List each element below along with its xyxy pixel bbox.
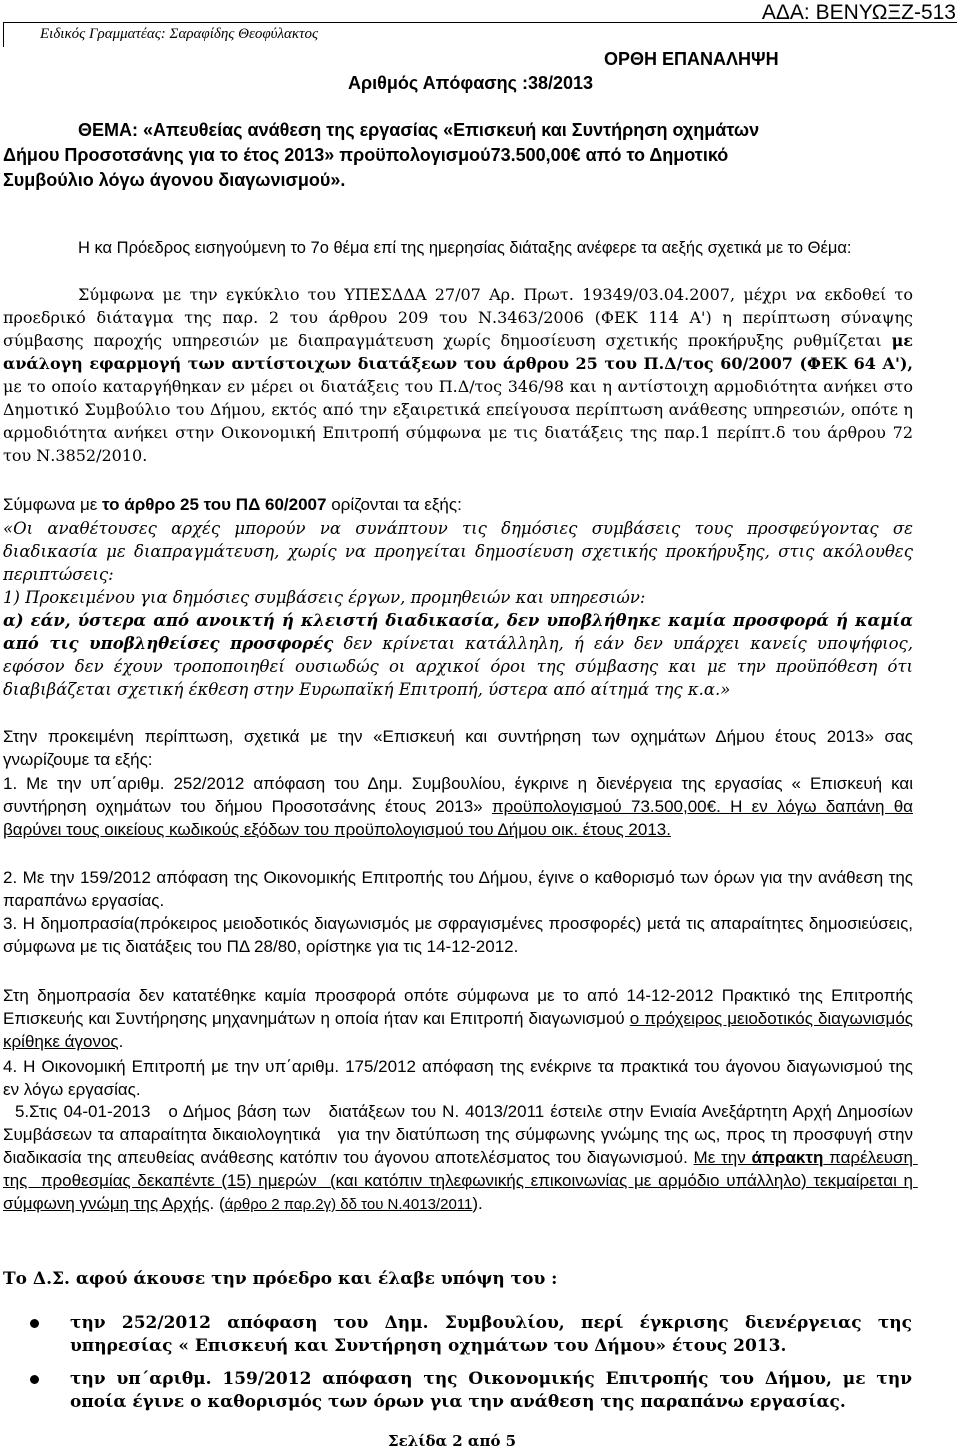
intro-paragraph: Η κα Πρόεδρος εισηγούμενη το 7ο θέμα επί της ημερησίας διάταξης ανέφερε τα αεξής σχετικά με το Θέμα:: [78, 239, 852, 257]
item-5-text: 5.Στις 04-01-2013 ο Δήμος βάση των διατάξεων του Ν. 4013/2011 έστειλε στην Ενιαία Ανεξάρτητη Αρχή Δημοσίων Συμβάσεων τα απαραίτητα δικαιολογητικά για την διατύπωση της σύμφωνης γνώμης της ως, προς τη προσφυγή στην διαδικασία της απευθείας ανάθεσης κατόπιν του άγονου αποτελέσματος του διαγωνισμού.: [3, 1102, 918, 1167]
item-1: [3, 772, 913, 841]
circular-text-a: Σύμφωνα με την εγκύκλιο του ΥΠΕΣΔΔΑ 27/07 Αρ. Πρωτ. 19349/03.04.2007, μέχρι να εκδοθεί το προεδρικό διάταγμα της παρ. 2 του άρθρου 209 του Ν.3463/2006 (ΦΕΚ 114 Α') η περίπτωση σύναψης σύμβασης παροχής υπηρεσιών με διαπραγμάτευση χωρίς δημοσίευση σχετικής προκήρυξης ρυθμίζεται: [3, 285, 913, 350]
secretary-name: Ειδικός Γραμματέας: Σαραφίδης Θεοφύλακτος: [40, 26, 319, 42]
item-3: 3. Η δημοπρασία(πρόκειρος μειοδοτικός διαγωνισμός με σφραγισμένες προσφορές) μετά τις απαραίτητες δημοσιεύσεις, σύμφωνα με τις διατάξεις του ΠΔ 28/80, ορίστηκε για τις 14-12-2012.: [3, 914, 913, 956]
auction-underlined: ο πρόχειρος μειοδοτικός διαγωνισμός κρίθηκε άγονος: [3, 1009, 913, 1051]
item-2: 2. Με την 159/2012 απόφαση της Οικονομικής Επιτροπής του Δήμου, έγινε ο καθορισμό των όρων για την ανάθεση της παραπάνω εργασίας.: [3, 868, 913, 910]
article-text-bold: το άρθρο 25 του ΠΔ 60/2007: [102, 495, 327, 514]
item-5-ul-a: Με την: [693, 1148, 752, 1167]
quote-item-a: [3, 609, 913, 701]
item-4: 4. Η Οικονομική Επιτροπή με την υπ΄αριθμ. 175/2012 απόφαση της ενέκρινε τα πρακτικά του άγονου διαγωνισμού της εν λόγω εργασίας.: [3, 1057, 913, 1099]
circular-text-c: με το οποίο καταργήθηκαν εν μέρει οι διατάξεις του Π.Δ/τος 346/98 και η αντίστοιχη αρμοδιότητα ανήκει στο Δημοτικό Συμβούλιο του Δήμου, εκτός από την εξαιρετικά επείγουσα περίπτωση ανάθεσης υπηρεσιών, οπότε η αρμοδιότητα ανήκει στην Οικονομική Επιτροπή σύμφωνα με τις διατάξεις της παρ.1 περίπτ.δ του άρθρου 72 του Ν.3852/2010.: [3, 377, 913, 465]
item-5-law-ref: άρθρο 2 παρ.2γ) δδ του Ν.4013/2011: [224, 1196, 473, 1213]
page-number: Σελίδα 2 από 5: [388, 1432, 517, 1450]
item-1-underlined: προϋπολογισμού 73.500,00€. Η εν λόγω δαπάνη θα βαρύνει τους οικείους κωδικούς εξόδων του προϋπολογισμού του Δήμου οικ. έτους 2013.: [3, 797, 913, 839]
item-5: [3, 1100, 918, 1216]
article-text-c: ορίζονται τα εξής:: [326, 495, 462, 514]
council-bullet-list: [30, 1312, 912, 1424]
bullet-icon: [30, 1375, 39, 1384]
circular-paragraph: [3, 283, 913, 467]
auction-text-c: .: [118, 1032, 124, 1051]
article-paragraph: [3, 493, 913, 516]
quote-item-1: 1) Προκειμένου για δημόσιες συμβάσεις έργων, προμηθειών και υπηρεσιών:: [3, 588, 646, 607]
list-item: [30, 1312, 912, 1358]
subject-line-1: ΘΕΜΑ: «Απευθείας ανάθεση της εργασίας «Επισκευή και Συντήρηση οχημάτων: [78, 120, 760, 140]
article-text-a: Σύμφωνα με: [3, 495, 103, 514]
item-5-end: ).: [472, 1194, 483, 1213]
quote-bold: α) εάν, ύστερα από ανοικτή ή κλειστή διαδικασία, δεν υποβλήθηκε καμία προσφορά ή καμία από τις υποβληθείσες προσφορές: [3, 611, 913, 653]
circular-text-bold: με ανάλογη εφαρμογή των αντίστοιχων διατάξεων του άρθρου 25 του Π.Δ/τος 60/2007 (ΦΕΚ 64 Α'),: [3, 331, 913, 373]
item-5-bold: άπρακτη: [751, 1148, 824, 1167]
auction-text-a: Στη δημοπρασία δεν κατατέθηκε καμία προσφορά οπότε σύμφωνα με το από 14-12-2012 Πρακτικό της Επιτροπής Επισκευής και Συντήρησης μηχανημάτων η οποία ήταν και Επιτροπή διαγωνισμού: [3, 986, 913, 1028]
list-item: [30, 1368, 912, 1414]
case-paragraph: Στην προκειμένη περίπτωση, σχετικά με την «Επισκευή και συντήρηση των οχημάτων Δήμου έτους 2013» σας γνωρίζουμε τα εξής:: [3, 727, 913, 769]
subject-block: [3, 118, 911, 193]
bullet-text: την υπ΄αριθμ. 159/2012 απόφαση της Οικονομικής Επιτροπής του Δήμου, με την οποία έγινε ο καθορισμός των όρων για την ανάθεση της παραπάνω εργασίας.: [70, 1369, 912, 1412]
subject-line-3: Συμβούλιο λόγω άγονου διαγωνισμού».: [3, 170, 346, 190]
bullet-text: την 252/2012 απόφαση του Δημ. Συμβουλίου, περί έγκρισης διενέργειας της υπηρεσίας « Επισκευή και Συντήρηση οχημάτων του Δήμου» έτους 2013.: [70, 1313, 912, 1356]
ada-code: ΑΔΑ: ΒΕΝΥΩΞΖ-513: [761, 1, 956, 24]
quote-rest: δεν κρίνεται κατάλληλη, ή εάν δεν υπάρχει κανείς υποψήφιος, εφόσον δεν έχουν τροποποιηθεί ουσιωδώς οι αρχικοί όροι της σύμβασης και με την προϋπόθεση ότι διαβιβάζεται σχετική έκθεση στην Ευρωπαϊκή Επιτροπή, ύστερα από αίτημά της κ.α.»: [3, 634, 913, 699]
quote-paragraph: «Οι αναθέτουσες αρχές μπορούν να συνάπτουν τις δημόσιες συμβάσεις τους προσφεύγοντας σε διαδικασία με διαπραγμάτευση, χωρίς να προηγείται δημοσίευση σχετικής προκήρυξης, στις ακόλουθες περιπτώσεις:: [3, 519, 913, 584]
subject-line-2: Δήμου Προσοτσάνης για το έτος 2013» προϋπολογισμού73.500,00€ από το Δημοτικό: [3, 145, 729, 165]
correction-label: ΟΡΘΗ ΕΠΑΝΑΛΗΨΗ: [604, 49, 779, 69]
auction-paragraph: [3, 984, 913, 1053]
item-5-ul-b: παρέλευση της προθεσμίας δεκαπέντε (15) ημερών (και κατόπιν τηλεφωνικής επικοινωνίας με αρμόδιο υπάλληλο) τεκμαίρεται η σύμφωνη γνώμη της Αρχής: [3, 1148, 918, 1213]
council-heading: Το Δ.Σ. αφού άκουσε την πρόεδρο και έλαβε υπόψη του :: [3, 1269, 558, 1289]
item-5-sep: . (: [209, 1194, 225, 1213]
item-1-text: 1. Με την υπ΄αριθμ. 252/2012 απόφαση του Δημ. Συμβουλίου, έγκρινε η διενέργεια της εργασίας « Επισκευή και συντήρηση οχημάτων του δήμου Προσοτσάνης έτους 2013»: [3, 774, 913, 816]
bullet-icon: [30, 1319, 39, 1328]
decision-number: Αριθμός Απόφασης :38/2013: [348, 73, 594, 93]
